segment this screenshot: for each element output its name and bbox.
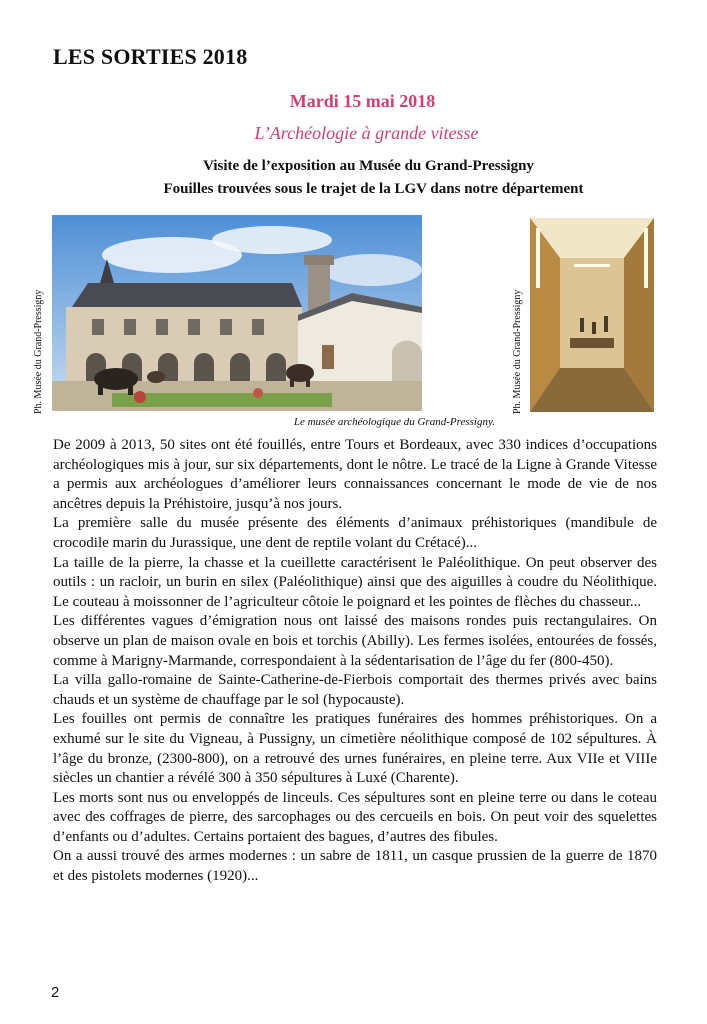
paragraph-lgv-excavations: De 2009 à 2013, 50 sites ont été fouillés, entre Tours et Bordeaux, avec 330 indices d’occupations archéologiques mis à jour, sur six départements, dont le nôtre. Le tracé de la Ligne à Grande Vitesse a permis aux archéologues d’améliorer leurs connaissances concernant le mode de vie de nos ancêtres depuis la Préhistoire, jusqu’à nos jours.: [53, 437, 657, 512]
photo-credit-left: Ph. Musée du Grand-Pressigny: [33, 289, 44, 414]
event-theme: L’Archéologie à grande vitesse: [254, 123, 479, 143]
museum-interior-photo: [530, 218, 654, 412]
museum-interior-illustration: [530, 218, 654, 412]
museum-exterior-photo: [52, 215, 422, 411]
page-number: 2: [51, 984, 60, 1001]
article-body: [53, 436, 657, 887]
photo-caption: Le musée archéologique du Grand-Pressigny.: [293, 416, 495, 428]
museum-exterior-illustration: [52, 215, 422, 411]
event-subtitle-visit: Visite de l’exposition au Musée du Grand-Pressigny: [203, 158, 534, 174]
event-date: Mardi 15 mai 2018: [289, 91, 436, 111]
photo-credit-right: Ph. Musée du Grand-Pressigny: [512, 289, 523, 414]
paragraph-paleolithic: La taille de la pierre, la chasse et la cueillette caractérisent le Paléolithique. On peut observer des outils : un racloir, un burin en silex (Paléolithique) ainsi que des aiguilles à coudre du Néolithique. Le couteau à moissonner de l’agriculteur côtoie le poignard et les pointes de flèches du chasseur...: [53, 554, 657, 610]
paragraph-first-room: La première salle du musée présente des éléments d’animaux préhistoriques (mandibule de crocodile marin du Jurassique, une dent de reptile volant du Crétacé)...: [53, 515, 657, 551]
event-subtitle-excavations: Fouilles trouvées sous le trajet de la LGV dans notre département: [163, 181, 584, 197]
paragraph-burials: Les morts sont nus ou enveloppés de linceuls. Ces sépultures sont en pleine terre ou dans le coteau avec des coffrages de pierre, des sarcophages ou des cercueils en bois. On peut voir des squelettes d’enfants ou d’adultes. Certains portaient des bagues, d’autres des fibules.: [53, 789, 657, 845]
paragraph-gallo-roman-villa: La villa gallo-romaine de Sainte-Catherine-de-Fierbois comportait des thermes privés avec bains chauds et un système de chauffage par le sol (hypocauste).: [53, 672, 657, 708]
paragraph-dwellings: Les différentes vagues d’émigration nous ont laissé des maisons rondes puis rectangulaires. On observe un plan de maison ovale en bois et torchis (Abilly). Les fermes isolées, entourées de fossés, comme à Marigny-Marmande, correspondaient à la sédentarisation de l’âge du fer (800-450).: [53, 613, 657, 669]
paragraph-modern-weapons: On a aussi trouvé des armes modernes : un sabre de 1811, un casque prussien de la guerre de 1870 et des pistolets modernes (1920)...: [53, 848, 657, 885]
page-title: LES SORTIES 2018: [53, 44, 248, 69]
paragraph-funerary-practices: Les fouilles ont permis de connaître les pratiques funéraires des hommes préhistoriques. On a exhumé sur le site du Vigneau, à Pussigny, un cimetière néolithique composé de 102 sépultures. À l’âge du bronze, (2300-800), on a retrouvé des urnes funéraires, en pleine terre. Aux VIIe et VIIIe siècles un chantier a révélé 300 à 350 sépultures à Luxé (Charente).: [53, 711, 657, 787]
